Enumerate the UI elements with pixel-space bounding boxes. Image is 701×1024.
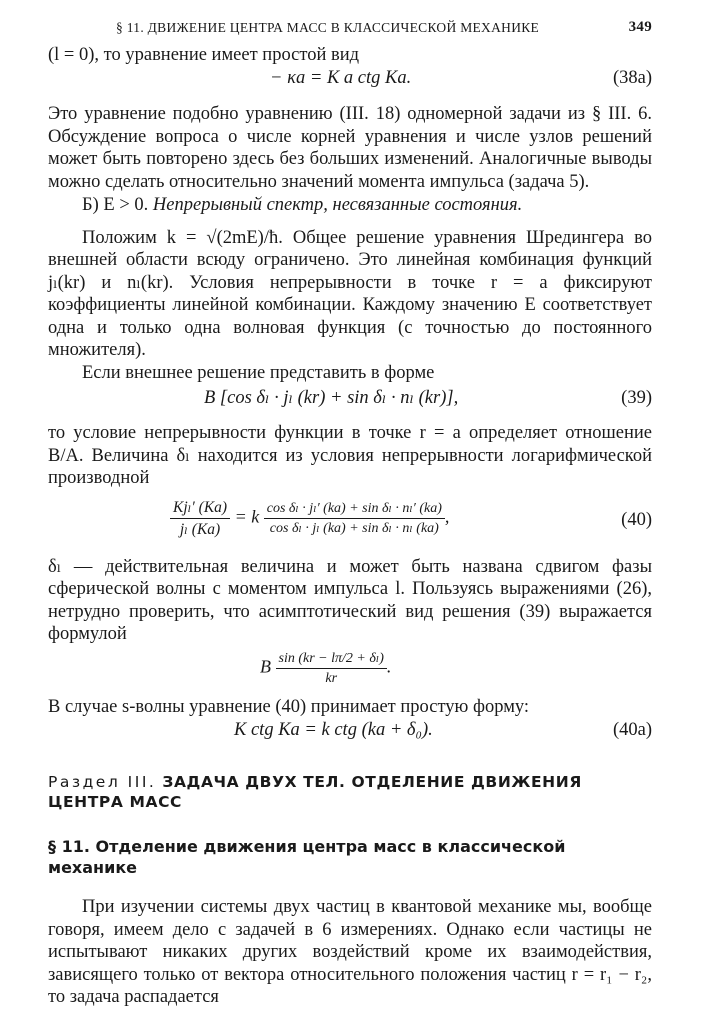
equation-39: [48, 386, 652, 410]
equation-40-rhs-fraction: [264, 500, 445, 537]
equation-40a: [48, 718, 652, 742]
section-heading: [48, 772, 652, 812]
paragraph-5: δₗ — действительная величина и может быть названа сдвигом фазы сферической волны с моментом импульса l. Пользуясь выражениями (26), нетрудно проверить, что асимптотический вид решения (39) выражается формулой: [48, 556, 652, 644]
paragraph-6: В случае s-волны уравнение (40) принимает простую форму:: [48, 696, 530, 717]
equation-40a-body: K ctg Ka = k ctg (ka + δ₀).: [234, 720, 433, 740]
section-title: ЗАДАЧА ДВУХ ТЕЛ. ОТДЕЛЕНИЕ ДВИЖЕНИЯ ЦЕНТРА МАСС: [48, 773, 582, 811]
case-b-title: Непрерывный спектр, несвязанные состояния.: [152, 195, 523, 215]
equation-40-lhs-fraction: [170, 498, 230, 539]
equation-asymptotic: [48, 648, 652, 696]
paragraph-1: Это уравнение подобно уравнению (III. 18) одномерной задачи из § III. 6. Обсуждение вопроса о числе корней уравнения и числе узлов решений может быть повторено здесь без больших изменений. Аналогичные выводы можно сделать относительно значений момента импульса (задача 5).: [48, 104, 652, 192]
page: [48, 14, 652, 1009]
equation-40: [48, 494, 652, 550]
paragraph-4: то условие непрерывности функции в точке r = a определяет отношение B/A. Величина δₗ находится из условия непрерывности логарифмической производной: [48, 423, 652, 488]
equation-40-lhs-denominator: jₗ (Ka): [179, 520, 221, 538]
equation-asymptotic-numerator: sin (kr − lπ/2 + δₗ): [276, 650, 387, 669]
equation-40-tail: ,: [444, 506, 450, 527]
equation-39-body: B [cos δₗ · jₗ (kr) + sin δₗ · nₗ (kr)],: [204, 388, 459, 408]
equation-40-body: [170, 498, 449, 539]
equation-asymptotic-fraction: [276, 650, 387, 687]
equation-39-number: (39): [621, 388, 652, 408]
page-number: 349: [628, 19, 652, 35]
equation-38a: [48, 67, 652, 90]
equation-asymptotic-body: [260, 650, 391, 687]
equation-40-rhs-numerator: cos δₗ · jₗ′ (ka) + sin δₗ · nₗ′ (ka): [264, 500, 445, 519]
equation-40-number: (40): [621, 509, 652, 530]
subsection-heading: § 11. Отделение движения центра масс в классической механике: [48, 837, 566, 877]
equation-40-equals-k: = k: [234, 506, 260, 527]
equation-38a-body: − κa = K a ctg Ka.: [270, 67, 412, 88]
running-title: § 11. ДВИЖЕНИЕ ЦЕНТРА МАСС В КЛАССИЧЕСКОЙ МЕХАНИКЕ: [116, 20, 540, 35]
equation-40a-number: (40а): [612, 720, 652, 740]
paragraph-7: При изучении системы двух частиц в квантовой механике мы, вообще говоря, имеем дело с задачей в 6 измерениях. Однако если частицы не испытывают никаких других воздействий кроме их взаимодействия, зависящего только от вектора относительного положения частиц r = r₁ − r₂, то задача распадается: [48, 897, 652, 1007]
equation-38a-lead: (l = 0), то уравнение имеет простой вид: [48, 45, 360, 65]
section-label: Раздел III.: [48, 773, 157, 791]
case-b-label: Б) E > 0.: [82, 195, 149, 215]
paragraph-2: Положим k = √(2mE)/ħ. Общее решение уравнения Шредингера во внешней области всюду ограничено. Это линейная комбинация функций jₗ(kr) и nₗ(kr). Условия непрерывности в точке r = a фиксируют коэффициенты линейной комбинации. Каждому значению E соответствует одна и только одна волновая функция (с точностью до постоянного множителя).: [48, 227, 652, 360]
equation-38a-line: [48, 44, 652, 67]
equation-asymptotic-tail: .: [386, 656, 392, 677]
equation-40-lhs-numerator: Kjₗ′ (Ka): [170, 498, 230, 519]
running-header: [48, 14, 652, 44]
paragraph-3: Если внешнее решение представить в форме: [82, 362, 435, 383]
equation-asymptotic-denominator: kr: [325, 670, 338, 686]
equation-40-rhs-denominator: cos δₗ · jₗ (ka) + sin δₗ · nₗ (ka): [269, 520, 439, 536]
equation-asymptotic-prefix: B: [260, 656, 271, 677]
case-b-heading: [48, 194, 652, 217]
equation-38a-number: (38а): [612, 67, 652, 88]
